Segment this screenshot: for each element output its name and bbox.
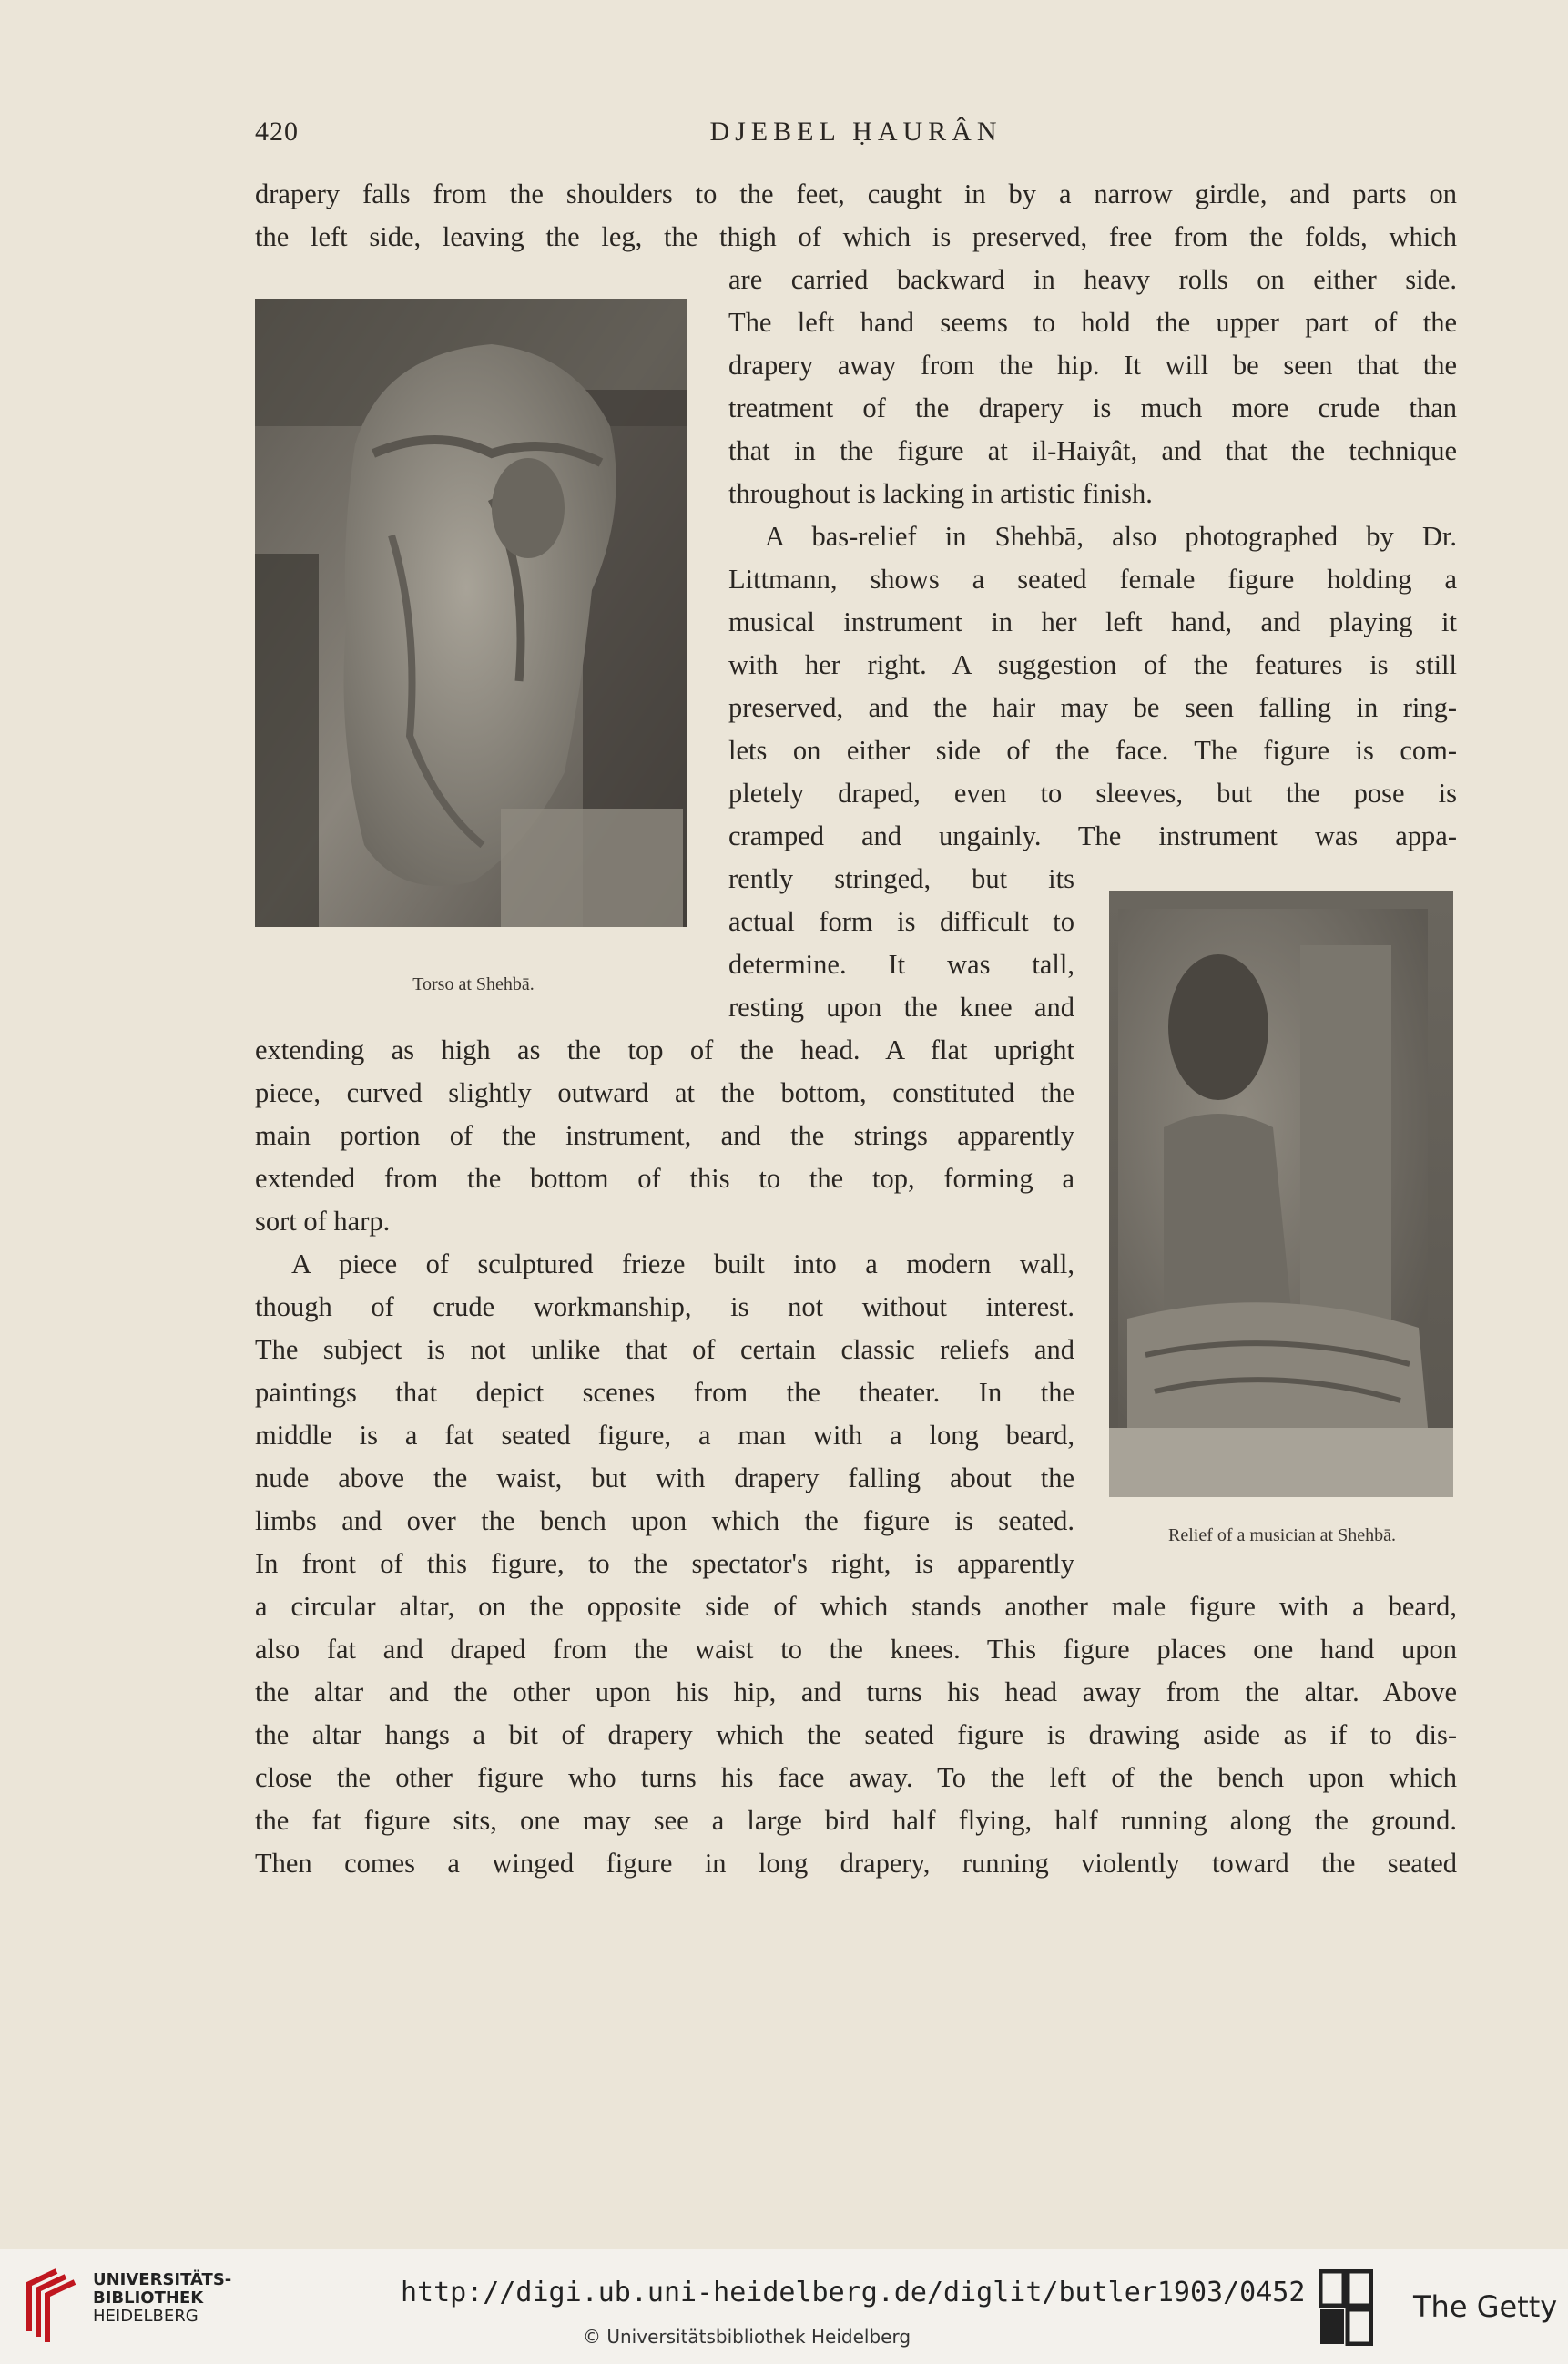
text-line: drapery away from the hip. It will be seen that the	[728, 350, 1457, 381]
text-line: treatment of the drapery is much more crude than	[728, 392, 1457, 423]
library-name-line: UNIVERSITÄTS-	[93, 2270, 232, 2289]
text-line: that in the figure at il-Haiyât, and that the technique	[728, 435, 1457, 466]
running-head: DJEBEL ḤAURÂN	[709, 117, 1003, 147]
text-line: main portion of the instrument, and the strings apparently	[255, 1120, 1074, 1151]
torso-caption: Torso at Shehbā.	[412, 974, 535, 994]
copyright-notice: © Universitätsbibliothek Heidelberg	[583, 2326, 911, 2348]
text-line: pletely draped, even to sleeves, but the pose is	[728, 778, 1457, 809]
musician-relief-photograph	[1109, 891, 1453, 1497]
text-line: cramped and ungainly. The instrument was appa-	[728, 820, 1457, 851]
digitization-footer	[0, 2249, 1568, 2364]
text-line: though of crude workmanship, is not without interest.	[255, 1291, 1074, 1322]
musician-caption: Relief of a musician at Shehbā.	[1168, 1525, 1396, 1545]
text-line: Then comes a winged figure in long drapery, running violently toward the seated	[255, 1848, 1457, 1879]
text-line: A piece of sculptured frieze built into a modern wall,	[291, 1248, 1074, 1279]
text-line: lets on either side of the face. The figure is com-	[728, 735, 1457, 766]
text-line: middle is a fat seated figure, a man with a long beard,	[255, 1420, 1074, 1451]
torso-photograph	[255, 299, 687, 927]
text-line: throughout is lacking in artistic finish.	[728, 478, 1153, 509]
text-line: Littmann, shows a seated female figure holding a	[728, 564, 1457, 595]
text-line: rently stringed, but its	[728, 863, 1074, 894]
text-line: are carried backward in heavy rolls on either side.	[728, 264, 1457, 295]
library-name-line: HEIDELBERG	[93, 2307, 199, 2326]
library-name-line: BIBLIOTHEK	[93, 2288, 204, 2308]
text-line: also fat and draped from the waist to the knees. This figure places one hand upon	[255, 1634, 1457, 1665]
text-line: The left hand seems to hold the upper part of the	[728, 307, 1457, 338]
page-header	[255, 117, 1457, 153]
text-line: the altar and the other upon his hip, and turns his head away from the altar. Above	[255, 1676, 1457, 1707]
text-line: a circular altar, on the opposite side of which stands another male figure with a beard,	[255, 1591, 1457, 1622]
text-line: extended from the bottom of this to the top, forming a	[255, 1163, 1074, 1194]
text-line: musical instrument in her left hand, and playing it	[728, 606, 1457, 637]
library-name	[93, 2271, 231, 2326]
text-line: the altar hangs a bit of drapery which the seated figure is drawing aside as if to dis-	[255, 1719, 1457, 1750]
text-line: preserved, and the hair may be seen falling in ring-	[728, 692, 1457, 723]
university-library-logo-icon	[20, 2267, 86, 2346]
text-line: with her right. A suggestion of the features is still	[728, 649, 1457, 680]
text-line: paintings that depict scenes from the theater. In the	[255, 1377, 1074, 1408]
text-line: extending as high as the top of the head. A flat upright	[255, 1034, 1074, 1065]
text-line: A bas-relief in Shehbā, also photographed by Dr.	[765, 521, 1457, 552]
text-line: close the other figure who turns his face away. To the left of the bench upon which	[255, 1762, 1457, 1793]
text-line: the fat figure sits, one may see a large bird half flying, half running along the ground.	[255, 1805, 1457, 1836]
getty-logo-icon	[1319, 2269, 1373, 2346]
text-line: sort of harp.	[255, 1206, 391, 1237]
text-line: resting upon the knee and	[728, 992, 1074, 1023]
text-line: nude above the waist, but with drapery falling about the	[255, 1462, 1074, 1493]
permalink-url[interactable]: http://digi.ub.uni-heidelberg.de/diglit/butler1903/0452	[401, 2277, 1306, 2308]
text-line: actual form is difficult to	[728, 906, 1074, 937]
text-line: limbs and over the bench upon which the figure is seated.	[255, 1505, 1074, 1536]
text-line: The subject is not unlike that of certain classic reliefs and	[255, 1334, 1074, 1365]
text-line: In front of this figure, to the spectator's right, is apparently	[255, 1548, 1074, 1579]
text-line: determine. It was tall,	[728, 949, 1074, 980]
text-line: drapery falls from the shoulders to the feet, caught in by a narrow girdle, and parts on	[255, 178, 1457, 209]
text-line: the left side, leaving the leg, the thigh of which is preserved, free from the folds, which	[255, 221, 1457, 252]
getty-label: The Getty	[1413, 2289, 1558, 2324]
text-line: piece, curved slightly outward at the bottom, constituted the	[255, 1077, 1074, 1108]
page-number: 420	[255, 117, 299, 147]
